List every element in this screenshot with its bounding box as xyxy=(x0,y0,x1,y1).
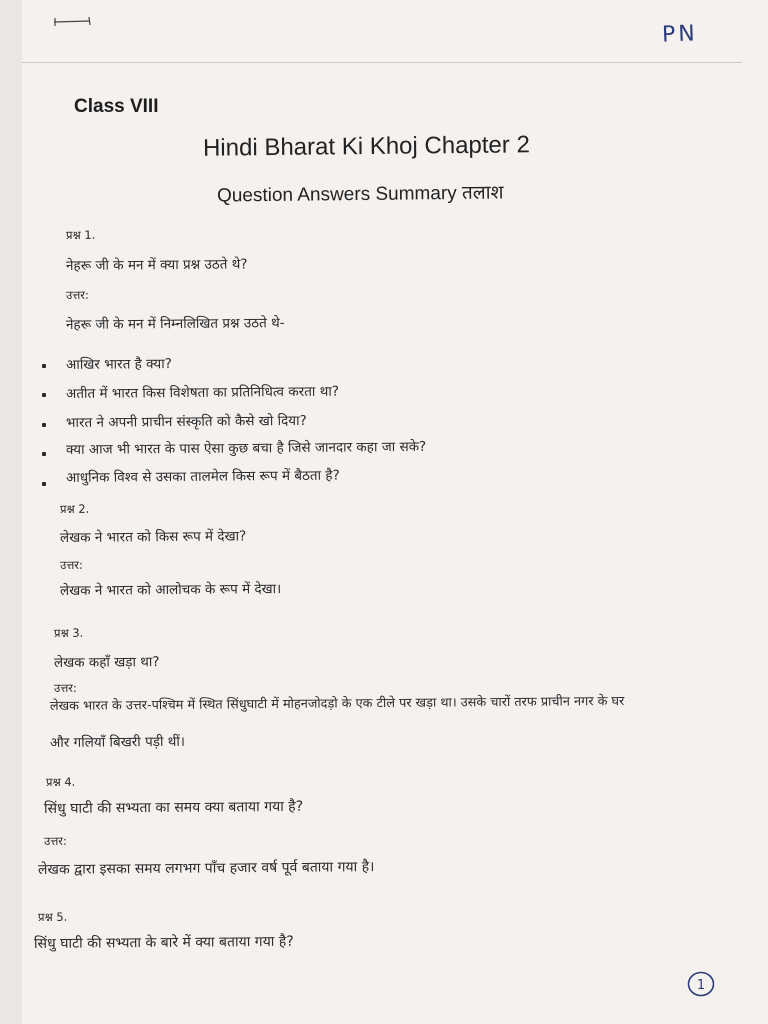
circled-page-number xyxy=(686,970,716,998)
q4-label: प्रश्न 4. xyxy=(45,774,76,789)
q5-label: प्रश्न 5. xyxy=(37,909,68,924)
handwritten-note: PN xyxy=(661,21,699,48)
q3-answer-line-2: और गलियाँ बिखरी पड़ी थीं। xyxy=(49,733,186,751)
page-subtitle: Question Answers Summary तलाश xyxy=(216,182,504,207)
q4-answer: लेखक द्वारा इसका समय लगभग पाँच हजार वर्ष पूर्व बताया गया है। xyxy=(37,859,375,878)
q1-answer-label: उत्तर: xyxy=(65,287,89,302)
q1-answer: नेहरू जी के मन में निम्नलिखित प्रश्न उठते थे- xyxy=(65,315,285,333)
page-edge-shadow xyxy=(0,0,22,1024)
q5-question: सिंधु घाटी की सभ्यता के बारे में क्या बताया गया है? xyxy=(33,933,294,952)
q1-label: प्रश्न 1. xyxy=(65,227,96,242)
bullet-dot xyxy=(42,423,46,427)
q2-label: प्रश्न 2. xyxy=(59,501,90,516)
page-title: Hindi Bharat Ki Khoj Chapter 2 xyxy=(202,131,530,162)
q2-answer-label: उत्तर: xyxy=(59,557,83,572)
q1-bullet-5: आधुनिक विश्व से उसका तालमेल किस रूप में बैठता है? xyxy=(65,467,340,486)
q1-bullet-4: क्या आज भी भारत के पास ऐसा कुछ बचा है जिसे जानदार कहा जा सके? xyxy=(65,438,427,458)
class-label: Class VIII xyxy=(74,96,159,117)
top-rule xyxy=(22,62,742,63)
bullet-dot xyxy=(42,364,46,368)
q4-question: सिंधु घाटी की सभ्यता का समय क्या बताया गया है? xyxy=(43,798,304,817)
bullet-dot xyxy=(42,393,46,397)
bullet-dot xyxy=(42,482,46,486)
q3-answer-line-1: लेखक भारत के उत्तर-पश्चिम में स्थित सिंधुघाटी में मोहनजोदड़ो के एक टीले पर खड़ा था। उसके चारों तरफ प्राचीन नगर के घर xyxy=(49,693,625,714)
q1-question: नेहरू जी के मन में क्या प्रश्न उठते थे? xyxy=(65,256,248,274)
q3-question: लेखक कहाँ खड़ा था? xyxy=(53,654,160,671)
q3-label: प्रश्न 3. xyxy=(53,625,84,640)
q2-answer: लेखक ने भारत को आलोचक के रूप में देखा। xyxy=(59,581,282,599)
q3-answer-label: उत्तर: xyxy=(53,680,77,695)
q2-question: लेखक ने भारत को किस रूप में देखा? xyxy=(59,528,247,546)
pen-mark-icon xyxy=(52,16,92,28)
q1-bullet-1: आखिर भारत है क्या? xyxy=(65,356,172,373)
q1-bullet-2: अतीत में भारत किस विशेषता का प्रतिनिधित्व करता था? xyxy=(65,383,340,402)
page-number: 1 xyxy=(696,978,706,993)
q4-answer-label: उत्तर: xyxy=(43,833,67,848)
bullet-dot xyxy=(42,452,46,456)
q1-bullet-3: भारत ने अपनी प्राचीन संस्कृति को कैसे खो दिया? xyxy=(65,412,307,431)
